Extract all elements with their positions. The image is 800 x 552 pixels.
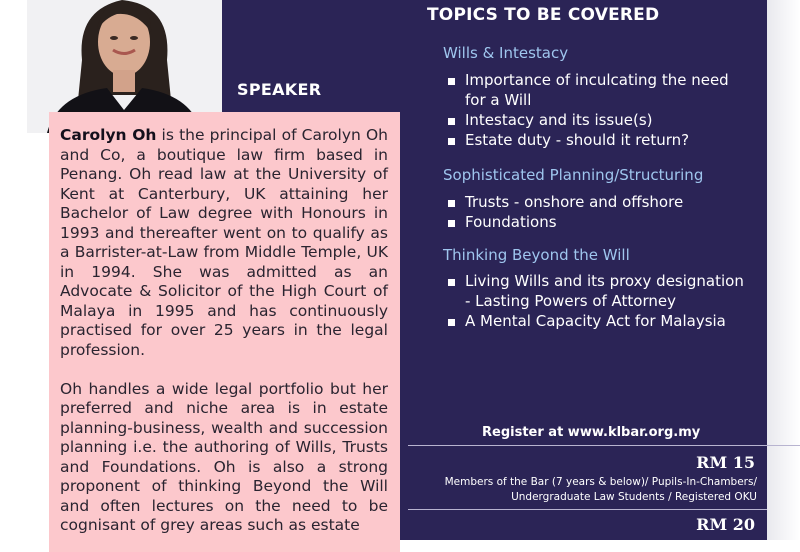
register-link[interactable]: Register at www.klbar.org.my: [482, 425, 701, 440]
speaker-label: SPEAKER: [237, 80, 322, 99]
list-item: Trusts - onshore and offshore: [447, 192, 747, 212]
price-tier-2: RM 20: [696, 515, 755, 534]
speaker-name: Carolyn Oh: [60, 126, 157, 144]
wills-topic-list: [447, 70, 747, 150]
bio-text-1: is the principal of Carolyn Oh and Co, a boutique law firm based in Penang. Oh read law at the University of Kent at Canterbury, UK attaining her Bachelor of Law degree with Honours in 1993 and thereafter went on to qualify as a Barrister-at-Law from Middle Temple, UK in 1994. She was admitted as an Advocate & Solicitor of the High Court of Malaya in 1995 and has continuously practised for over 25 years in the legal profession.: [60, 126, 388, 359]
list-item: Importance of inculcating the need for a Will: [447, 70, 747, 110]
beyond-will-topic-list: [447, 271, 747, 331]
price-tier-1: RM 15: [696, 453, 755, 472]
list-item: Living Wills and its proxy designation - Lasting Powers of Attorney: [447, 271, 747, 311]
speaker-bio: [49, 112, 400, 552]
planning-topic-list: [447, 192, 747, 232]
bio-paragraph-2: Oh handles a wide legal portfolio but her preferred and niche area is in estate planning-business, wealth and succession planning i.e. the authoring of Wills, Trusts and Foundations. Oh is also a strong proponent of thinking Beyond the Will and often lectures on the need to be cognisant of grey areas such as estate: [60, 379, 388, 534]
list-item: Estate duty - should it return?: [447, 130, 747, 150]
list-item: A Mental Capacity Act for Malaysia: [447, 311, 747, 331]
bio-paragraph-1: [60, 126, 388, 360]
list-item: Foundations: [447, 212, 747, 232]
page-edge: [767, 0, 800, 540]
price-tier-1-description: Members of the Bar (7 years & below)/ Pupils-In-Chambers/ Undergraduate Law Students / Registered OKU: [444, 476, 757, 503]
section-heading-beyond-will: Thinking Beyond the Will: [443, 246, 630, 264]
list-item: Intestacy and its issue(s): [447, 110, 747, 130]
section-heading-planning: Sophisticated Planning/Structuring: [443, 166, 704, 184]
divider: [408, 445, 800, 446]
section-heading-wills: Wills & Intestacy: [443, 44, 569, 62]
divider: [408, 509, 767, 510]
topics-title: TOPICS TO BE COVERED: [427, 5, 660, 25]
